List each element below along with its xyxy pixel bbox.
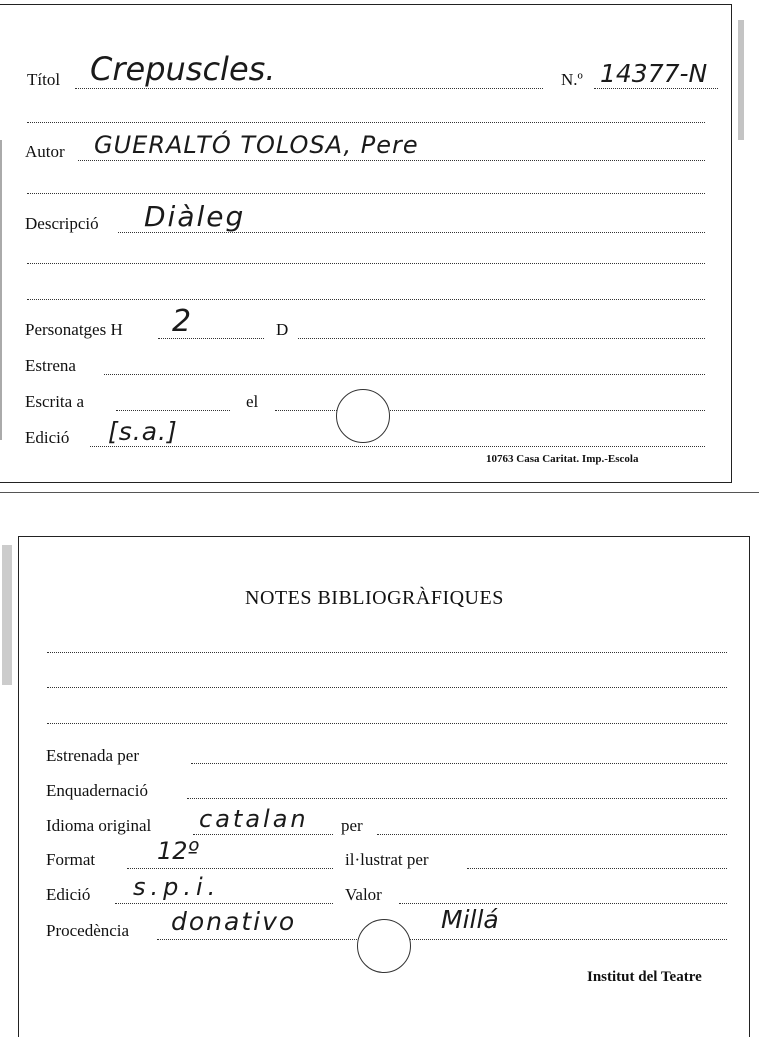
personatges-d-line [298,338,705,339]
autor-line [78,160,705,161]
idioma-per-line [377,834,727,835]
punch-hole [336,389,390,443]
descripcio-line-2 [27,263,705,264]
enquadernacio-label: Enquadernació [46,781,148,800]
procedencia-value: donativo [171,907,297,936]
el-label: el [246,392,259,411]
punch-hole-back [357,919,411,973]
personatges-d-label: D [276,320,289,339]
format-value: 12º [157,837,199,865]
scan-noise [2,545,12,685]
valor-label: Valor [345,885,382,904]
personatges-label: Personatges H [25,320,123,339]
descripcio-line-3 [27,299,705,300]
personatges-h-value: 2 [172,304,192,339]
procedencia-label: Procedència [46,921,130,940]
titol-label: Títol [27,70,61,89]
illustrat-line [467,868,727,869]
catalog-card-back [18,536,750,1037]
estrena-line [104,374,705,375]
edicio-line [90,446,705,447]
edicio-label: Edició [25,428,70,447]
card-separator [0,492,759,493]
notes-heading: NOTES BIBLIOGRÀFIQUES [245,587,504,609]
format-line [127,868,333,869]
procedencia-line [157,939,727,940]
escrita-line [116,410,230,411]
idioma-label: Idioma original [46,816,152,835]
numero-value: 14377-N [600,59,708,88]
format-label: Format [46,850,96,869]
estrena-label: Estrena [25,356,76,375]
scan-noise [0,140,2,440]
titol-value: Crepuscles. [90,50,276,88]
numero-line [594,88,718,89]
estrenada-label: Estrenada per [46,746,139,765]
notes-line-1 [47,652,727,653]
descripcio-value: Diàleg [144,200,246,233]
autor-value: GUERALTÓ TOLOSA, Pere [94,131,419,159]
escrita-label: Escrita a [25,392,84,411]
printer-note: 10763 Casa Caritat. Imp.-Escola [486,453,639,465]
descripcio-label: Descripció [25,214,99,233]
procedencia-name: Millá [441,905,499,934]
numero-label: N.º [561,70,583,89]
titol-line-2 [27,122,705,123]
institution-footer: Institut del Teatre [587,969,702,985]
edicio-back-value: s.p.i. [133,873,221,901]
catalog-card-front [0,4,732,483]
autor-label: Autor [25,142,65,161]
notes-line-3 [47,723,727,724]
estrenada-line [191,763,727,764]
scan-noise [738,20,744,140]
autor-line-2 [27,193,705,194]
valor-line [399,903,727,904]
edicio-back-label: Edició [46,885,91,904]
edicio-back-line [115,903,333,904]
illustrat-label: il·lustrat per [345,850,429,869]
idioma-value: catalan [199,805,309,833]
edicio-value: [s.a.] [108,417,178,446]
titol-line [75,88,543,89]
idioma-line [193,834,333,835]
idioma-per-label: per [341,816,363,835]
notes-line-2 [47,687,727,688]
enquadernacio-line [187,798,727,799]
